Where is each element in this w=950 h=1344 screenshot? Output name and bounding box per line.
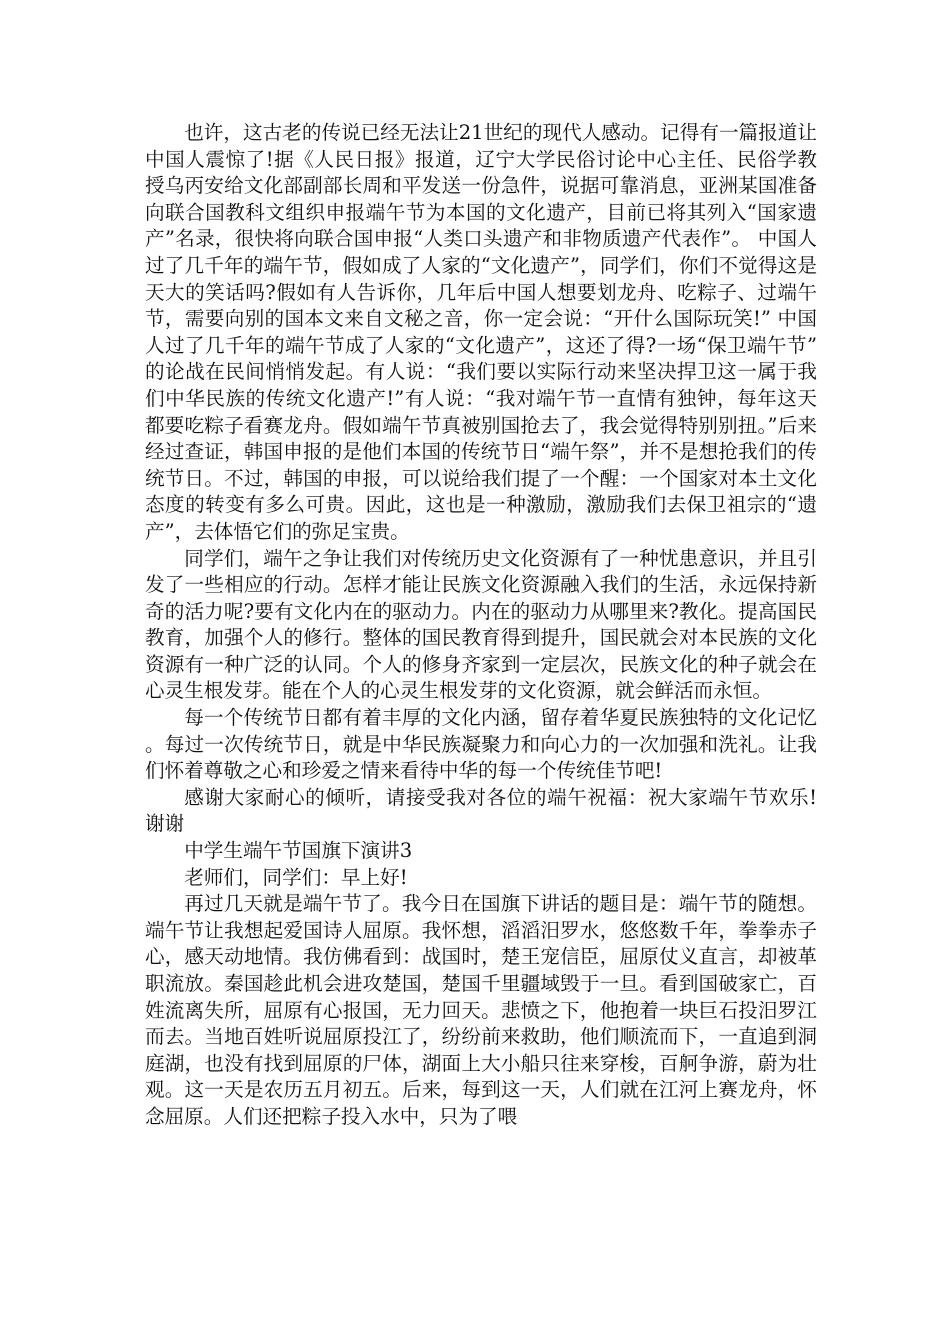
paragraph-qu-yuan: 再过几天就是端午节了。我今日在国旗下讲话的题目是：端午节的随想。端午节让我想起爱国诗人屈原。我怀想，滔滔汨罗水，悠悠数千年，拳拳赤子心，感天动地情。我仿佛看到：战国时，楚王宠信臣，屈原仗义直言，却被革职流放。秦国趁此机会进攻楚国，楚国千里疆域毁于一旦。看到国破家亡，百姓流离失所，屈原有心报国，无力回天。悲愤之下，他抱着一块巨石投汨罗江而去。当地百姓听说屈原投江了，纷纷前来救助，他们顺流而下，一直追到洞庭湖，也没有找到屈原的尸体，湖面上大小船只往来穿梭，百舸争游，蔚为壮观。这一天是农历五月初五。后来，每到这一天，人们就在江河上赛龙舟，怀念屈原。人们还把粽子投入水中，只为了喂 [145,892,817,1128]
paragraph-preserve-dragon-boat-festival: 也许，这古老的传说已经无法让21世纪的现代人感动。记得有一篇报道让中国人震惊了!据《人民日报》报道，辽宁大学民俗讨论中心主任、民俗学教授乌丙安给文化部副部长周和平发送一份急件，说据可靠消息，亚洲某国准备向联合国教科文组织申报端午节为本国的文化遗产，目前已将其列入“国家遗产”名录，很快将向联合国申报“人类口头遗产和非物质遗产代表作”。 中国人过了几千年的端午节，假如成了人家的“文化遗产”，同学们，你们不觉得这是天大的笑话吗?假如有人告诉你，几年后中国人想要划龙舟、吃粽子、过端午节，需要向别的国本文来自文秘之音，你一定会说：“开什么国际玩笑!” 中国人过了几千年的端午节成了人家的“文化遗产”，这还了得?一场“保卫端午节”的论战在民间悄悄发起。有人说：“我们要以实际行动来坚决捍卫这一属于我们中华民族的传统文化遗产!”有人说：“我对端午节一直情有独钟，每年这天都要吃粽子看赛龙舟。假如端午节真被别国抢去了，我会觉得特别别扭。”后来经过查证，韩国申报的是他们本国的传统节日“端午祭”，并不是想抢我们的传统节日。不过，韩国的申报，可以说给我们提了一个醒：一个国家对本土文化态度的转变有多么可贵。因此，这也是一种激励，激励我们去保卫祖宗的“遗产”，去体悟它们的弥足宝贵。 [145,121,817,543]
speech-title: 中学生端午节国旗下演讲3 [184,839,413,863]
document-body [145,120,817,1131]
paragraph-cultural-drive: 同学们，端午之争让我们对传统历史文化资源有了一种忧患意识，并且引发了一些相应的行动。怎样才能让民族文化资源融入我们的生活，永远保持新奇的活力呢?要有文化内在的驱动力。内在的驱动力从哪里来?教化。提高国民教育，加强个人的修行。整体的国民教育得到提升，国民就会对本民族的文化资源有一种广泛的认同。个人的修身齐家到一定层次，民族文化的种子就会在心灵生根发芽。能在个人的心灵生根发芽的文化资源，就会鲜活而永恒。 [145,546,817,703]
paragraph-thanks: 感谢大家耐心的倾听，请接受我对各位的端午祝福：祝大家端午节欢乐! 谢谢 [145,785,817,836]
paragraph-traditional-festivals: 每一个传统节日都有着丰厚的文化内涵，留存着华夏民族独特的文化记忆。每过一次传统节日，就是中华民族凝聚力和向心力的一次加强和洗礼。让我们怀着尊敬之心和珍爱之情来看待中华的每一个传统佳节吧! [145,706,817,783]
greeting: 老师们，同学们：早上好! [184,865,408,889]
